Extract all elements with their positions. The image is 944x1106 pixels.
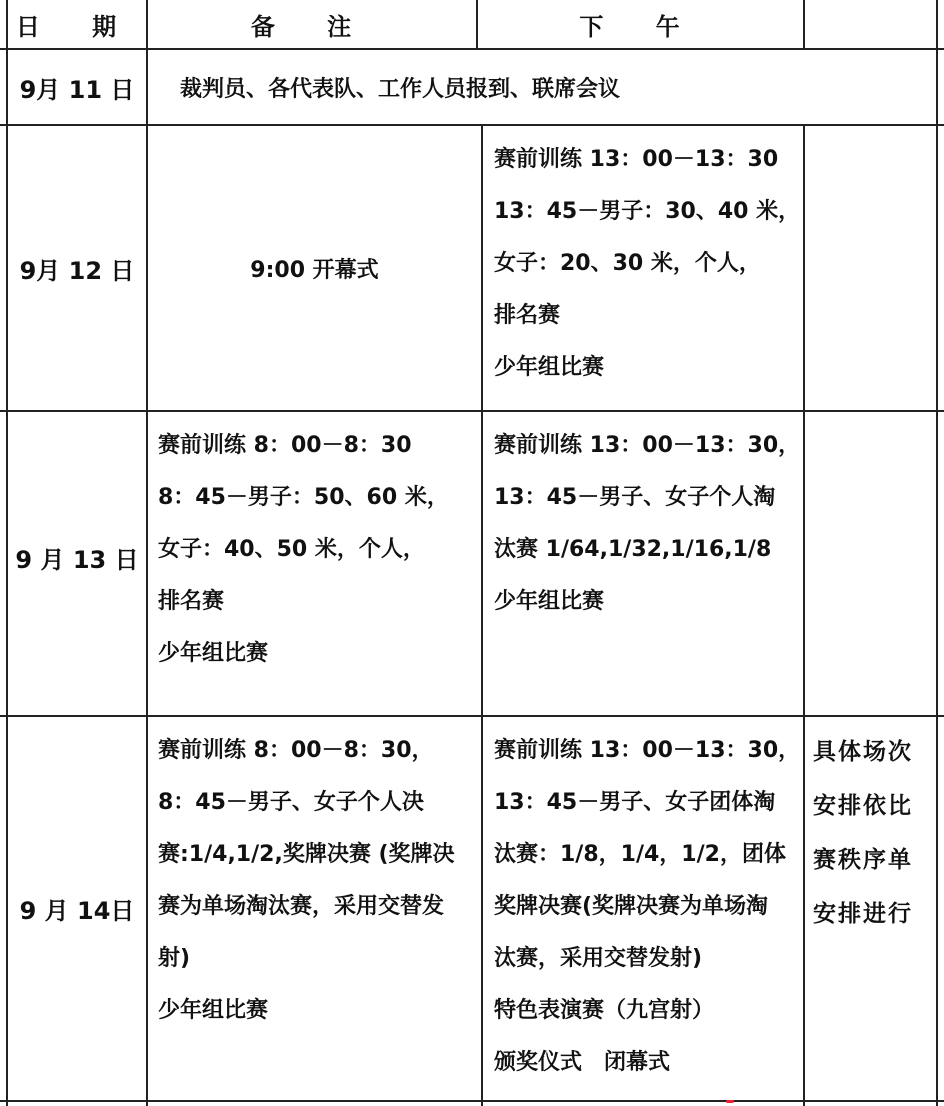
header-date: 日 期 (15, 12, 139, 41)
line: 13：45－男子、女子个人淘 (494, 485, 776, 510)
line: 少年组比赛 (494, 589, 605, 614)
line: 女子：40、50 米，个人， (158, 537, 425, 562)
line: 奖牌决赛(奖牌决赛为单场淘 (494, 894, 769, 919)
header-afternoon: 下 午 (579, 12, 702, 41)
row-afternoon (494, 420, 800, 628)
line: 特色表演赛（九宫射） (494, 998, 715, 1023)
line: 赛前训练 13：00－13：30， (494, 738, 801, 763)
line: 赛秩序单 (813, 847, 913, 873)
line: 颁奖仪式 闭幕式 (494, 1050, 671, 1075)
line: 赛前训练 13：00－13：30， (494, 433, 801, 458)
row-date: 9 月 14日 (19, 897, 135, 925)
line: 汰赛：1/8，1/4，1/2，团体 (494, 842, 786, 867)
red-mark (726, 1100, 734, 1103)
line: 女子：20、30 米，个人， (494, 251, 761, 276)
line: 13：45－男子：30、40 米， (494, 199, 801, 224)
line: 射) (158, 946, 191, 971)
line: 赛前训练 13：00－13：30 (494, 147, 779, 172)
line: 少年组比赛 (494, 355, 605, 380)
row-date: 9月 11 日 (19, 75, 135, 104)
table-border (481, 124, 483, 1106)
row-notes (158, 725, 476, 1037)
row-merged-text: 裁判员、各代表队、工作人员报到、联席会议 (180, 76, 621, 102)
line: 汰赛 1/64,1/32,1/16,1/8 (494, 537, 772, 562)
row-date: 9月 12 日 (19, 256, 135, 285)
row-extra-note (813, 725, 933, 941)
line: 排名赛 (494, 303, 561, 328)
header-notes: 备 注 (250, 12, 374, 41)
line: 少年组比赛 (158, 998, 269, 1023)
line: 安排进行 (813, 901, 913, 927)
row-date: 9 月 13 日 (15, 545, 139, 574)
line: 8：45－男子：50、60 米， (158, 485, 449, 510)
row-notes (158, 420, 476, 680)
line: 8：45－男子、女子个人决 (158, 790, 424, 815)
line: 赛为单场淘汰赛，采用交替发 (158, 894, 445, 919)
line: 赛前训练 8：00－8：30， (158, 738, 434, 763)
header-extra (805, 0, 936, 48)
line: 赛:1/4,1/2,奖牌决赛 (奖牌决 (158, 842, 455, 867)
row-afternoon (494, 134, 800, 394)
line: 13：45－男子、女子团体淘 (494, 790, 776, 815)
line: 具体场次 (813, 739, 913, 765)
line: 少年组比赛 (158, 641, 269, 666)
table-border (0, 1100, 944, 1102)
row-afternoon (494, 725, 800, 1089)
table-border (936, 0, 938, 1106)
table-border (803, 124, 805, 1106)
line: 赛前训练 8：00－8：30 (158, 433, 412, 458)
line: 安排依比 (813, 793, 913, 819)
line: 排名赛 (158, 589, 225, 614)
line: 汰赛，采用交替发射) (494, 946, 703, 971)
row-notes: 9:00 开幕式 (250, 257, 379, 283)
